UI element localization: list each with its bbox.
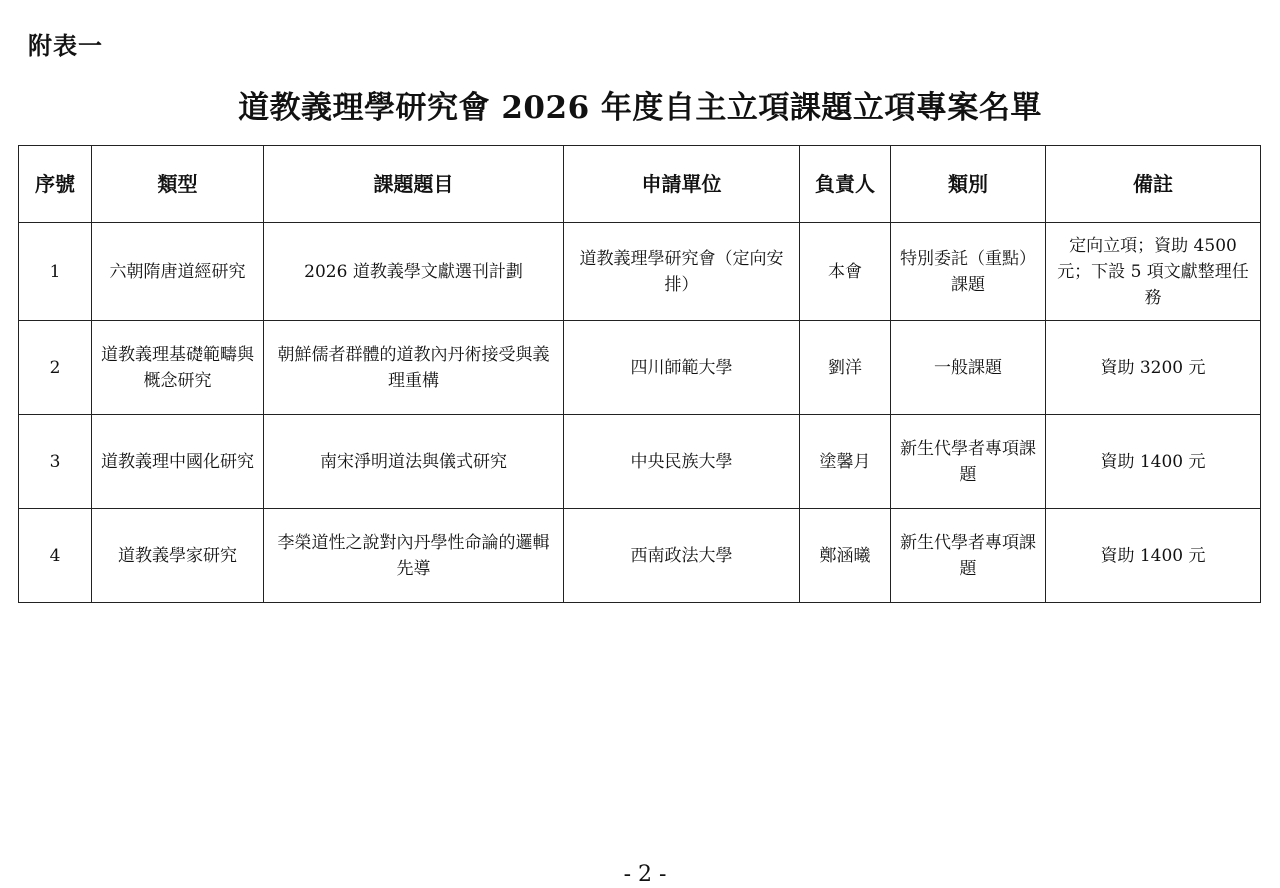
cell-category: 特別委託（重點）課題 xyxy=(891,223,1046,321)
cell-principal: 鄭涵曦 xyxy=(800,509,891,603)
appendix-label: 附表一 xyxy=(28,32,103,60)
cell-category: 新生代學者專項課題 xyxy=(891,415,1046,509)
cell-principal: 塗馨月 xyxy=(800,415,891,509)
document-title: 道教義理學研究會 2026 年度自主立項課題立項專案名單 xyxy=(238,90,1042,126)
cell-applicant-unit: 中央民族大學 xyxy=(564,415,800,509)
table-row xyxy=(19,321,1261,415)
header-type: 類型 xyxy=(92,146,264,223)
cell-applicant-unit: 四川師範大學 xyxy=(564,321,800,415)
cell-topic: 朝鮮儒者群體的道教內丹術接受與義理重構 xyxy=(264,321,564,415)
cell-type: 道教義學家研究 xyxy=(92,509,264,603)
page-number: - 2 - xyxy=(623,862,667,887)
cell-principal: 本會 xyxy=(800,223,891,321)
cell-serial: 1 xyxy=(19,223,92,321)
header-remarks: 備註 xyxy=(1046,146,1261,223)
cell-remarks: 資助 1400 元 xyxy=(1046,509,1261,603)
cell-applicant-unit: 西南政法大學 xyxy=(564,509,800,603)
cell-remarks: 定向立項；資助 4500 元；下設 5 項文獻整理任務 xyxy=(1046,223,1261,321)
table-row xyxy=(19,415,1261,509)
cell-category: 一般課題 xyxy=(891,321,1046,415)
cell-remarks: 資助 3200 元 xyxy=(1046,321,1261,415)
cell-serial: 3 xyxy=(19,415,92,509)
header-principal: 負責人 xyxy=(800,146,891,223)
cell-serial: 2 xyxy=(19,321,92,415)
table-row xyxy=(19,223,1261,321)
cell-principal: 劉洋 xyxy=(800,321,891,415)
cell-remarks: 資助 1400 元 xyxy=(1046,415,1261,509)
cell-applicant-unit: 道教義理學研究會（定向安排） xyxy=(564,223,800,321)
cell-type: 道教義理基礎範疇與概念研究 xyxy=(92,321,264,415)
table-row xyxy=(19,509,1261,603)
cell-category: 新生代學者專項課題 xyxy=(891,509,1046,603)
cell-type: 道教義理中國化研究 xyxy=(92,415,264,509)
project-table xyxy=(18,145,1261,603)
header-category: 類別 xyxy=(891,146,1046,223)
header-applicant-unit: 申請單位 xyxy=(564,146,800,223)
table-header-row xyxy=(19,146,1261,223)
cell-serial: 4 xyxy=(19,509,92,603)
cell-topic: 2026 道教義學文獻選刊計劃 xyxy=(264,223,564,321)
cell-topic: 南宋淨明道法與儀式研究 xyxy=(264,415,564,509)
header-topic: 課題題目 xyxy=(264,146,564,223)
cell-type: 六朝隋唐道經研究 xyxy=(92,223,264,321)
cell-topic: 李榮道性之說對內丹學性命論的邏輯先導 xyxy=(264,509,564,603)
header-serial: 序號 xyxy=(19,146,92,223)
